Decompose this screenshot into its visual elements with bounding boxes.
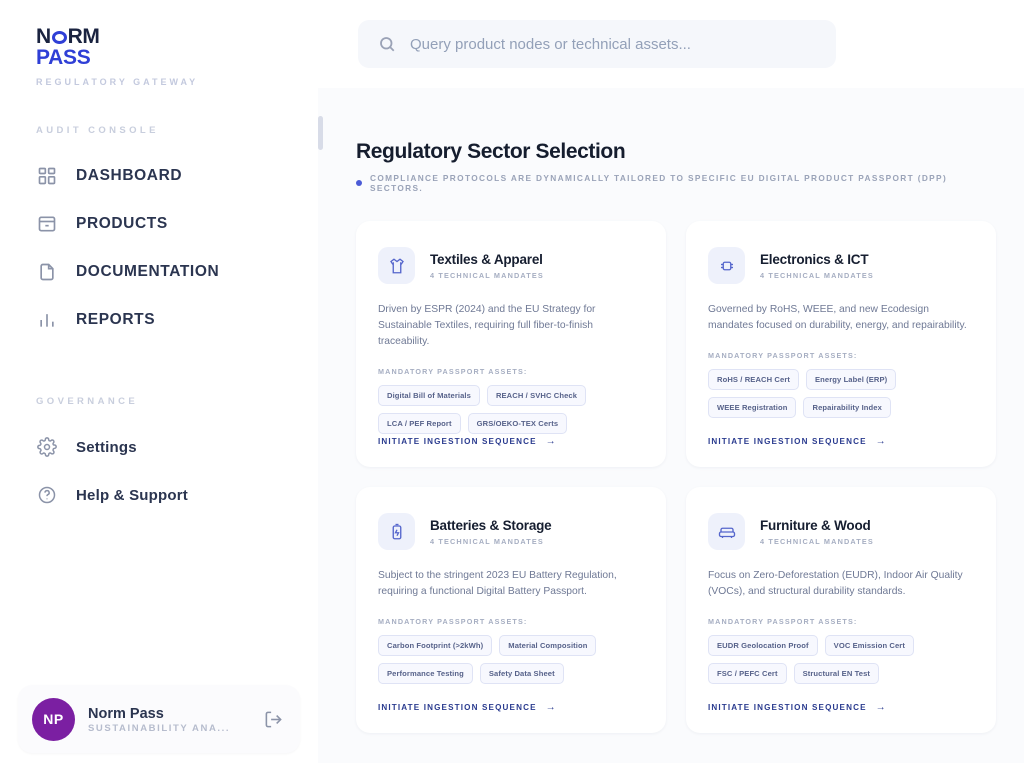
- brand-name-part1: N: [36, 25, 51, 48]
- card-chip-list: [708, 635, 974, 684]
- logout-icon[interactable]: [260, 706, 286, 732]
- sidebar-item-label: Help & Support: [76, 486, 188, 504]
- sidebar-section-audit: AUDIT CONSOLE: [36, 125, 159, 136]
- shirt-icon: [378, 247, 415, 284]
- bar-chart-icon: [36, 309, 58, 331]
- card-title: Furniture & Wood: [760, 517, 871, 533]
- cta-label: INITIATE INGESTION SEQUENCE: [378, 437, 537, 446]
- card-mandates: 4 TECHNICAL MANDATES: [760, 536, 874, 546]
- sidebar-nav-governance: [0, 423, 318, 519]
- initiate-ingestion-button[interactable]: [708, 703, 887, 712]
- avatar: NP: [32, 698, 75, 741]
- card-title: Electronics & ICT: [760, 251, 869, 267]
- sector-card-grid: [356, 221, 996, 733]
- page-title: Regulatory Sector Selection: [356, 140, 626, 163]
- card-description: Focus on Zero-Deforestation (EUDR), Indoor Air Quality (VOCs), and structural durability standards.: [708, 570, 963, 597]
- user-role: SUSTAINABILITY ANA...: [88, 722, 231, 734]
- card-assets-label: MANDATORY PASSPORT ASSETS:: [378, 367, 528, 376]
- chip: Digital Bill of Materials: [378, 385, 480, 406]
- scrollbar-thumb[interactable]: [318, 116, 323, 150]
- sidebar-item-label: PRODUCTS: [76, 215, 168, 232]
- card-chip-list: [708, 369, 974, 418]
- gear-icon: [36, 436, 58, 458]
- bullet-icon: [356, 180, 362, 186]
- sidebar-item-label: DOCUMENTATION: [76, 263, 220, 280]
- page-subtitle: [356, 173, 996, 193]
- search-input[interactable]: [410, 36, 816, 53]
- brand-tagline: REGULATORY GATEWAY: [36, 77, 199, 87]
- cta-label: INITIATE INGESTION SEQUENCE: [708, 703, 867, 712]
- initiate-ingestion-button[interactable]: [708, 437, 887, 446]
- sofa-icon: [708, 513, 745, 550]
- chip-icon: [708, 247, 745, 284]
- card-chip-list: [378, 385, 644, 434]
- sidebar-item-products[interactable]: [0, 200, 318, 248]
- chip: VOC Emission Cert: [825, 635, 914, 656]
- chip: Performance Testing: [378, 663, 473, 684]
- arrow-right-icon: →: [545, 701, 557, 713]
- sidebar: [0, 0, 318, 763]
- chip: Carbon Footprint (>2kWh): [378, 635, 492, 656]
- chip: Material Composition: [499, 635, 596, 656]
- content-area: [318, 88, 1024, 763]
- chip: REACH / SVHC Check: [487, 385, 586, 406]
- sidebar-section-governance: GOVERNANCE: [36, 396, 139, 407]
- card-header: [378, 247, 644, 284]
- card-description: Governed by RoHS, WEEE, and new Ecodesign mandates focused on durability, energy, and repairability.: [708, 304, 967, 331]
- sidebar-item-settings[interactable]: [0, 423, 318, 471]
- arrow-right-icon: →: [545, 435, 557, 447]
- card-description: Subject to the stringent 2023 EU Battery Regulation, requiring a functional Digital Battery Passport.: [378, 570, 617, 597]
- initiate-ingestion-button[interactable]: [378, 703, 557, 712]
- card-description: Driven by ESPR (2024) and the EU Strategy for Sustainable Textiles, requiring full fiber-to-finish traceability.: [378, 304, 596, 347]
- sidebar-item-label: Settings: [76, 438, 137, 456]
- initiate-ingestion-button[interactable]: [378, 437, 557, 446]
- card-header: [708, 247, 974, 284]
- sidebar-item-dashboard[interactable]: [0, 152, 318, 200]
- cta-label: INITIATE INGESTION SEQUENCE: [378, 703, 537, 712]
- card-assets-label: MANDATORY PASSPORT ASSETS:: [708, 617, 858, 626]
- chip: Structural EN Test: [794, 663, 880, 684]
- brand-name-line1: [36, 26, 318, 47]
- card-mandates: 4 TECHNICAL MANDATES: [430, 536, 544, 546]
- search-icon: [378, 35, 396, 53]
- grid-icon: [36, 165, 58, 187]
- card-assets-label: MANDATORY PASSPORT ASSETS:: [378, 617, 528, 626]
- sector-card-textiles[interactable]: [356, 221, 666, 467]
- user-meta: [88, 705, 247, 734]
- topbar: [318, 0, 1024, 88]
- sidebar-item-documentation[interactable]: [0, 248, 318, 296]
- card-header: [708, 513, 974, 550]
- chip: Safety Data Sheet: [480, 663, 564, 684]
- sector-card-furniture[interactable]: [686, 487, 996, 733]
- card-chip-list: [378, 635, 644, 684]
- sidebar-item-reports[interactable]: [0, 296, 318, 344]
- sidebar-nav-primary: [0, 152, 318, 344]
- search-bar[interactable]: [358, 20, 836, 68]
- brand-logo[interactable]: [0, 0, 318, 87]
- cta-label: INITIATE INGESTION SEQUENCE: [708, 437, 867, 446]
- user-card[interactable]: [18, 685, 300, 753]
- chip: LCA / PEF Report: [378, 413, 461, 434]
- chip: RoHS / REACH Cert: [708, 369, 799, 390]
- box-icon: [36, 213, 58, 235]
- chip: WEEE Registration: [708, 397, 796, 418]
- card-title: Textiles & Apparel: [430, 251, 543, 267]
- logo-o-ring-icon: [52, 31, 67, 44]
- card-title: Batteries & Storage: [430, 517, 552, 533]
- card-mandates: 4 TECHNICAL MANDATES: [430, 270, 544, 280]
- sidebar-item-help-support[interactable]: [0, 471, 318, 519]
- sidebar-item-label: REPORTS: [76, 311, 156, 328]
- question-circle-icon: [36, 484, 58, 506]
- document-icon: [36, 261, 58, 283]
- arrow-right-icon: →: [875, 435, 887, 447]
- user-name: Norm Pass: [88, 705, 164, 722]
- sidebar-item-label: DASHBOARD: [76, 167, 183, 184]
- chip: Energy Label (ERP): [806, 369, 896, 390]
- arrow-right-icon: →: [875, 701, 887, 713]
- sector-card-batteries[interactable]: [356, 487, 666, 733]
- chip: GRS/OEKO-TEX Certs: [468, 413, 568, 434]
- page-subtitle-text: COMPLIANCE PROTOCOLS ARE DYNAMICALLY TAILORED TO SPECIFIC EU DIGITAL PRODUCT PASSPORT (DPP) SECTORS.: [370, 173, 948, 193]
- brand-name-line2: PASS: [36, 46, 91, 69]
- brand-name-part2: RM: [67, 25, 100, 48]
- chip: FSC / PEFC Cert: [708, 663, 787, 684]
- card-header: [378, 513, 644, 550]
- card-assets-label: MANDATORY PASSPORT ASSETS:: [708, 351, 858, 360]
- chip: EUDR Geolocation Proof: [708, 635, 818, 656]
- sector-card-electronics[interactable]: [686, 221, 996, 467]
- chip: Repairability Index: [803, 397, 890, 418]
- card-mandates: 4 TECHNICAL MANDATES: [760, 270, 874, 280]
- main-area: [318, 0, 1024, 763]
- battery-icon: [378, 513, 415, 550]
